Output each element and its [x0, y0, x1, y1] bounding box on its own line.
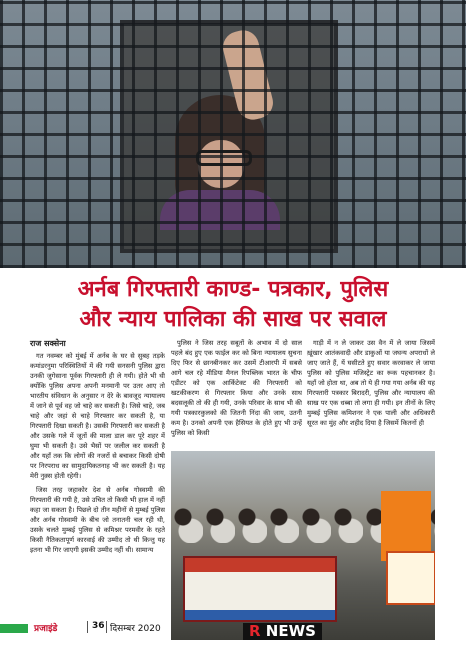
r-news-watermark: [243, 623, 322, 640]
column-2-paragraph: पुलिस ने जिस तरह सबूतों के अभाव में दो साल पहले बंद हुए एक फाईल कर को बिना न्यायालय सुचना दिए फिर से छानबीनकर कर उसमें टीआरपी में सबसे आगे चल रहे मीडिया मैनल रिपब्लिक भारत के चीफ एडीटर को एक आर्किटेक्ट की निरफ्तारी को खटकीकरण से गिरफ्तार किया और उनके साथ बदसलूकी तो की ही गयी, उनके परिवार के साथ भी की गयी पत्रकारकुलको की जितनी निंदा की जाय, उतनी कम है। उनको अपनी एक हैसियत के होते हुए भी उन्हें पुलिस को किसी: [171, 339, 302, 437]
page-footer: [0, 620, 168, 636]
byline: राज सक्सेना: [30, 339, 66, 348]
protest-banner: [183, 556, 337, 622]
banner-blue-strip: [185, 610, 335, 620]
article-column-3: [307, 338, 435, 444]
column-1-paragraph-1: गत नवम्बर को मुंबई में अर्नब के घर से सुबह तड़के कमांडरनुमा परिस्थितियों में की गयी सनसनी पुलिस द्वारा उनकी जुगेसाना पूर्वक गिरफ्तारी ही ले गयी। होते भी थी क्योंकि पुलिस अपना अपनी मनमानी पर उतर आए तो भारतीय संविधान के अनुसार न देरे के बावजूद न्यायालय में जाने से पूर्व वह जो चाहे कर सकती है। जिसे चाहे, जब चाहे और जहां से चाहे गिरफ्तार कर सकती है, या गिरफ्तारी दिखा सकती है। उसकी गिरफ्तारी कर सकती है और उसके गले में जूतों की माला डाल कर पूरे शहर में घुमा भी सकती है। उसे भैसों पर जलील कर सकती है और यहाँ तक कि लोगों की नजरों से बचाकर किसी दोषी पर निरपराध का सामुदायिकतनाह भी कर सकती है। यह मेरी नुक़्स होती रहेगी।: [30, 352, 165, 480]
protest-photo: [171, 451, 435, 640]
r-news-mark: R: [249, 622, 261, 640]
footer-separator-2: [106, 621, 107, 633]
headline-line-2: और न्याय पालिका की साख पर सवाल: [79, 307, 387, 332]
column-1-paragraph-2: जिस तरह जहाकोर देश से अर्नब गोस्वामी की गिरफ्तारी की गयी है, उसे उचित तो किसी भी हाल में नहीं कहा जा सकता है। पिछले दो तीन महीनों से मुम्बई पुलिस और अर्नब गोस्वामी के बीच जो तनातनी चल रही थी, उसके चलते मुम्बई पुलिस से कमिश्नर परमवीर के रहते किसी नैतिकतापूर्ण कारवाई की उम्मीद तो थी किन्तु यह इतना भी गिर जाएगी इसकी उम्मीद नहीं थी। सामान्य: [30, 486, 165, 554]
article-column-2: [171, 338, 302, 444]
footer-separator: [87, 621, 88, 633]
hero-photo: [0, 0, 466, 268]
r-news-word: NEWS: [265, 622, 316, 640]
grille-bars: [0, 0, 466, 268]
page-number: 36: [92, 621, 105, 631]
headline-line-1: अर्नब गिरफ्तारी काण्ड- पत्रकार, पुलिस: [77, 277, 389, 302]
footer-brand: प्रजाइंडे: [34, 624, 58, 634]
banner-red-strip: [185, 558, 335, 572]
issue-date: दिसम्बर 2020: [110, 624, 161, 634]
footer-green-tab: [0, 624, 28, 633]
headline: [0, 275, 466, 335]
article-column-1: [30, 351, 165, 647]
column-3-paragraph: गाड़ी में न ले जाकर उस वैन में ले जाया जिसमें ख़ूंखार आतंकवादी और डाकुओं या जघन्य अपराधों ले जाए जाते हैं, यें घसीटते हुए सवार करवाकर ले जाया पुलिस को पुलिस मजिस्ट्रेट का रूक पहचानकर है। यहाँ जो होता था, अब तो ये ही गया गया अर्नब की यह गिरफ्तारी पत्रकार बिरादरी, पुलिस और न्यायालय की साख पर एक धब्बा तो लगा ही गयी। इन तीनों के लिए मुम्बई पुलिस कमिशनर ने एक पाली और अधिकारी सूरत का मुंह और शहीद दिया है जिसमें कितनों ही: [307, 339, 435, 427]
placard: [386, 551, 435, 605]
